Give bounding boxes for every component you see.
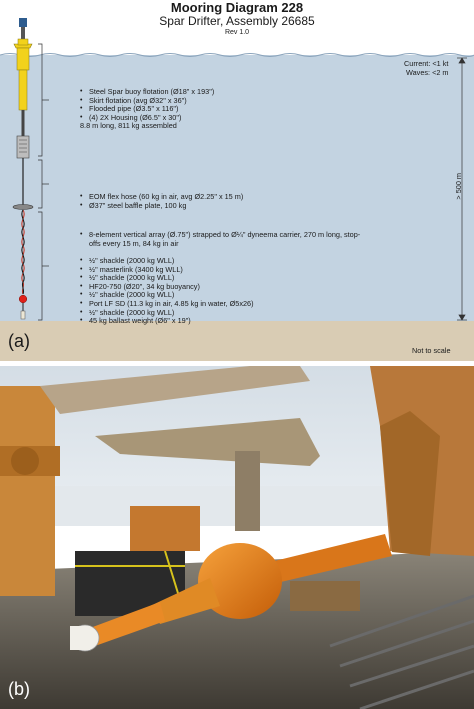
diagram-title: Mooring Diagram 228 [170,0,304,15]
ballast-weight [21,311,25,319]
spec-item: ½" shackle (2000 kg WLL) [89,256,175,265]
current-condition: Current: <1 kt [404,59,449,68]
spec-item: Ø37" steel baffle plate, 100 kg [89,200,187,210]
deck-photo [0,366,474,709]
spec-item: ½" shackle (2000 kg WLL) [89,290,175,300]
scale-note: Not to scale [412,346,451,355]
panel-b-label: (b) [8,679,30,699]
mooring-diagram-panel: Mooring Diagram 228 Spar Drifter, Assembly 26685 Rev 1.0 Current: <1 kt Waves: <2 m > 500 m • Steel Spar buoy flotation (Ø18" x 193") • Skirt flotation (avg Ø32" x 36") • Flooded pipe (Ø3.5" x 116") • (4) 2X Housing (Ø6.5" x 30") 8.8 m long, 811 kg assembled • EOM flex hose (60 kg in air, avg Ø2.25" x 15 m) • Ø37" steel baffle plate, 100 kg • 8-element vertical array (Ø.75") strapped to Ø¼" dyneema carrier, 270 m long, stop-offs every 15 m, 84 kg in air • ½" shackle (2000 kg WLL) • ½" masterlink (3400 kg WLL) • ½" shackle (2000 kg WLL) • HF20-750 (Ø20", 34 kg buoyancy) • ½" shackle (2000 kg WLL) • Port LF SD (11.3 kg in air, 4.85 kg in water, Ø5x26) • ½" shackle (2000 kg WLL) • 45 kg ballast weight (Ø6" x 19") (a) Not to scale [0,0,474,361]
depth-label: > 500 m [453,173,463,200]
panel-a-label: (a) [8,331,30,351]
spec-item: Port LF SD (11.3 kg in air, 4.85 kg in water, Ø5x26) [89,299,254,308]
spec-item: 8-element vertical array (Ø.75") strapped to Ø¼" dyneema carrier, 270 m long, stop-offs every 15 m, 84 kg in air [89,230,361,248]
crane-tower [0,386,55,596]
diagram-subtitle: Spar Drifter, Assembly 26685 [159,14,315,28]
waves-condition: Waves: <2 m [406,68,449,77]
deck-photo-panel [0,366,474,709]
spec-item: (4) 2X Housing (Ø6.5" x 30") [89,112,182,122]
baffle-plate [13,205,33,210]
hf20-float [19,295,27,303]
spec-item: Flooded pipe (Ø3.5" x 116") [89,104,179,114]
revision-label: Rev 1.0 [224,29,250,36]
spec-item: 45 kg ballast weight (Ø6" x 19") [89,316,191,326]
seabed [0,321,474,361]
spec-item: ½" masterlink (3400 kg WLL) [89,264,183,274]
spec-item: HF20-750 (Ø20", 34 kg buoyancy) [89,281,200,291]
spec-item: Steel Spar buoy flotation (Ø18" x 193") [89,87,215,96]
spec-item: EOM flex hose (60 kg in air, avg Ø2.25" x 15 m) [89,192,244,201]
spec-item: ½" shackle (2000 kg WLL) [89,307,175,317]
spec-item: Skirt flotation (avg Ø32" x 36") [89,95,187,105]
spec-item: ½" shackle (2000 kg WLL) [89,273,175,283]
water-column [0,55,474,321]
assembly-summary: 8.8 m long, 811 kg assembled [80,121,177,131]
